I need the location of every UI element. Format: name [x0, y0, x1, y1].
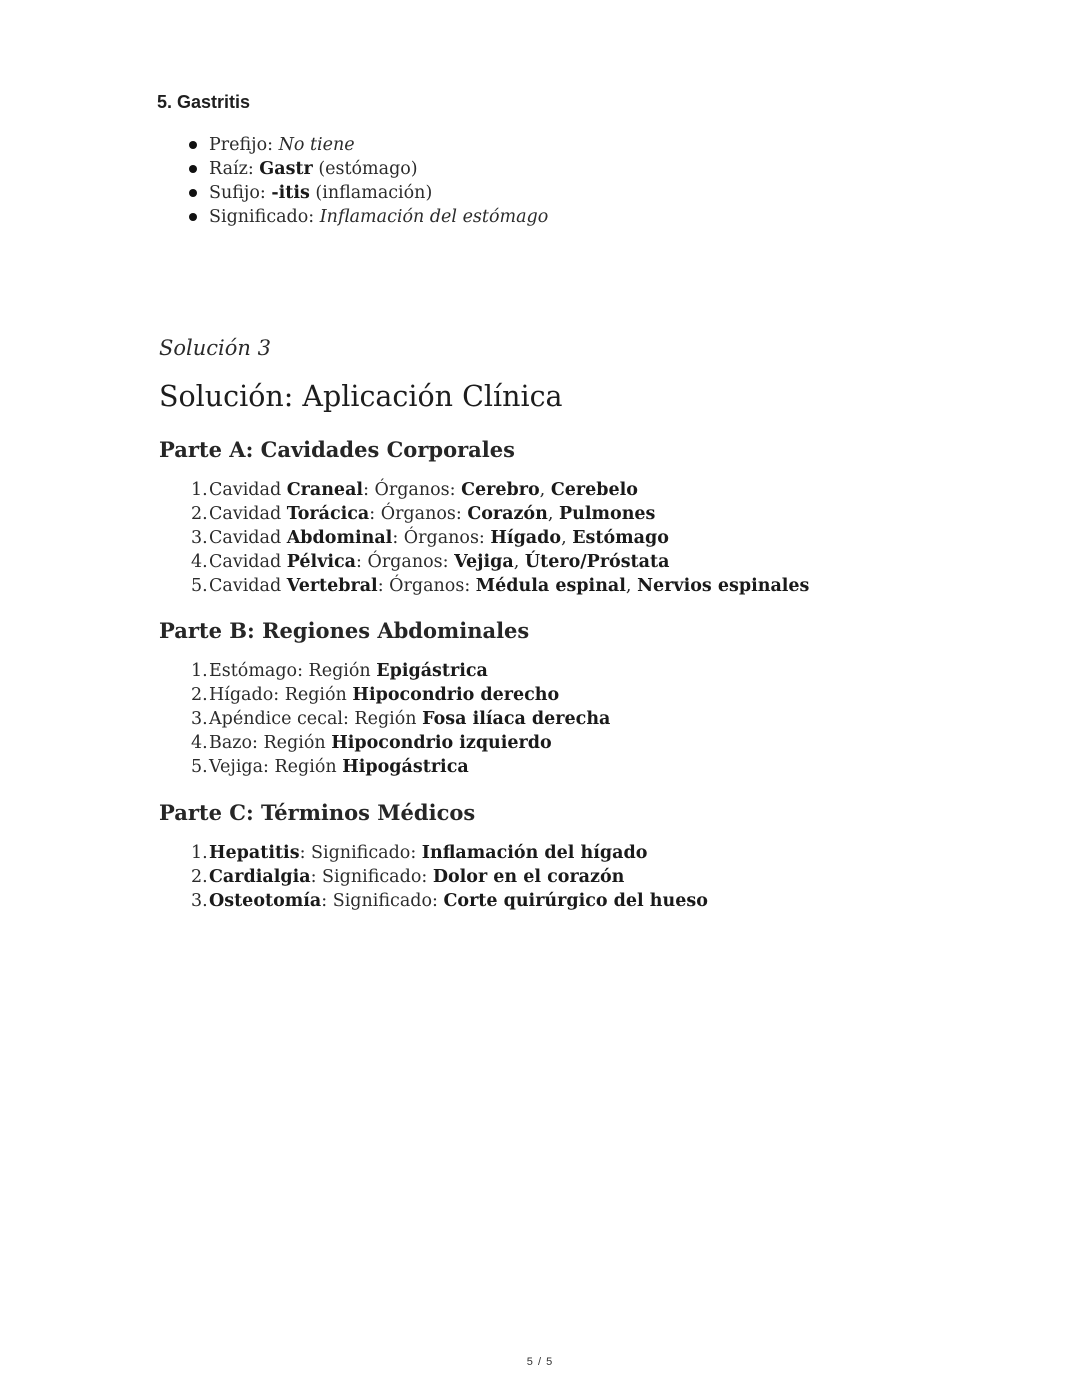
list-item: 3.Osteotomía: Significado: Corte quirúrgico del hueso — [191, 891, 708, 911]
list-item: 5.Vejiga: Región Hipogástrica — [191, 757, 469, 777]
list-item: 3.Cavidad Abdominal: Órganos: Hígado, Estómago — [191, 528, 669, 548]
page-title: Solución: Aplicación Clínica — [159, 380, 563, 413]
list-item: Prefijo: No tiene — [188, 133, 548, 157]
list-item: 4.Cavidad Pélvica: Órganos: Vejiga, Útero/Próstata — [191, 552, 670, 572]
part-c-list — [191, 841, 708, 913]
solution-label: Solución 3 — [159, 336, 271, 360]
list-item: 2.Hígado: Región Hipocondrio derecho — [191, 685, 560, 705]
list-item: 1.Estómago: Región Epigástrica — [191, 661, 488, 681]
list-item: 2.Cavidad Torácica: Órganos: Corazón, Pulmones — [191, 504, 656, 524]
list-item: 1.Hepatitis: Significado: Inflamación del hígado — [191, 843, 648, 863]
bullet-icon — [189, 141, 197, 149]
list-item: 2.Cardialgia: Significado: Dolor en el corazón — [191, 867, 625, 887]
list-item: 1.Cavidad Craneal: Órganos: Cerebro, Cerebelo — [191, 480, 638, 500]
list-item: Sufijo: -itis (inflamación) — [188, 181, 548, 205]
part-b-heading: Parte B: Regiones Abdominales — [159, 618, 530, 643]
list-item: Raíz: Gastr (estómago) — [188, 157, 548, 181]
part-a-heading: Parte A: Cavidades Corporales — [159, 437, 515, 462]
part-a-list — [191, 478, 809, 598]
list-item: 4.Bazo: Región Hipocondrio izquierdo — [191, 733, 552, 753]
section-title: 5. Gastritis — [157, 92, 251, 112]
page-number: 5 / 5 — [526, 1356, 554, 1368]
bullet-icon — [189, 189, 197, 197]
list-item: 3.Apéndice cecal: Región Fosa ilíaca derecha — [191, 709, 611, 729]
list-item: 5.Cavidad Vertebral: Órganos: Médula espinal, Nervios espinales — [191, 576, 810, 596]
gastritis-bullet-list — [188, 133, 548, 229]
part-b-list — [191, 659, 610, 779]
part-c-heading: Parte C: Términos Médicos — [159, 800, 476, 825]
list-item: Significado: Inflamación del estómago — [188, 205, 548, 229]
bullet-icon — [189, 213, 197, 221]
bullet-icon — [189, 165, 197, 173]
